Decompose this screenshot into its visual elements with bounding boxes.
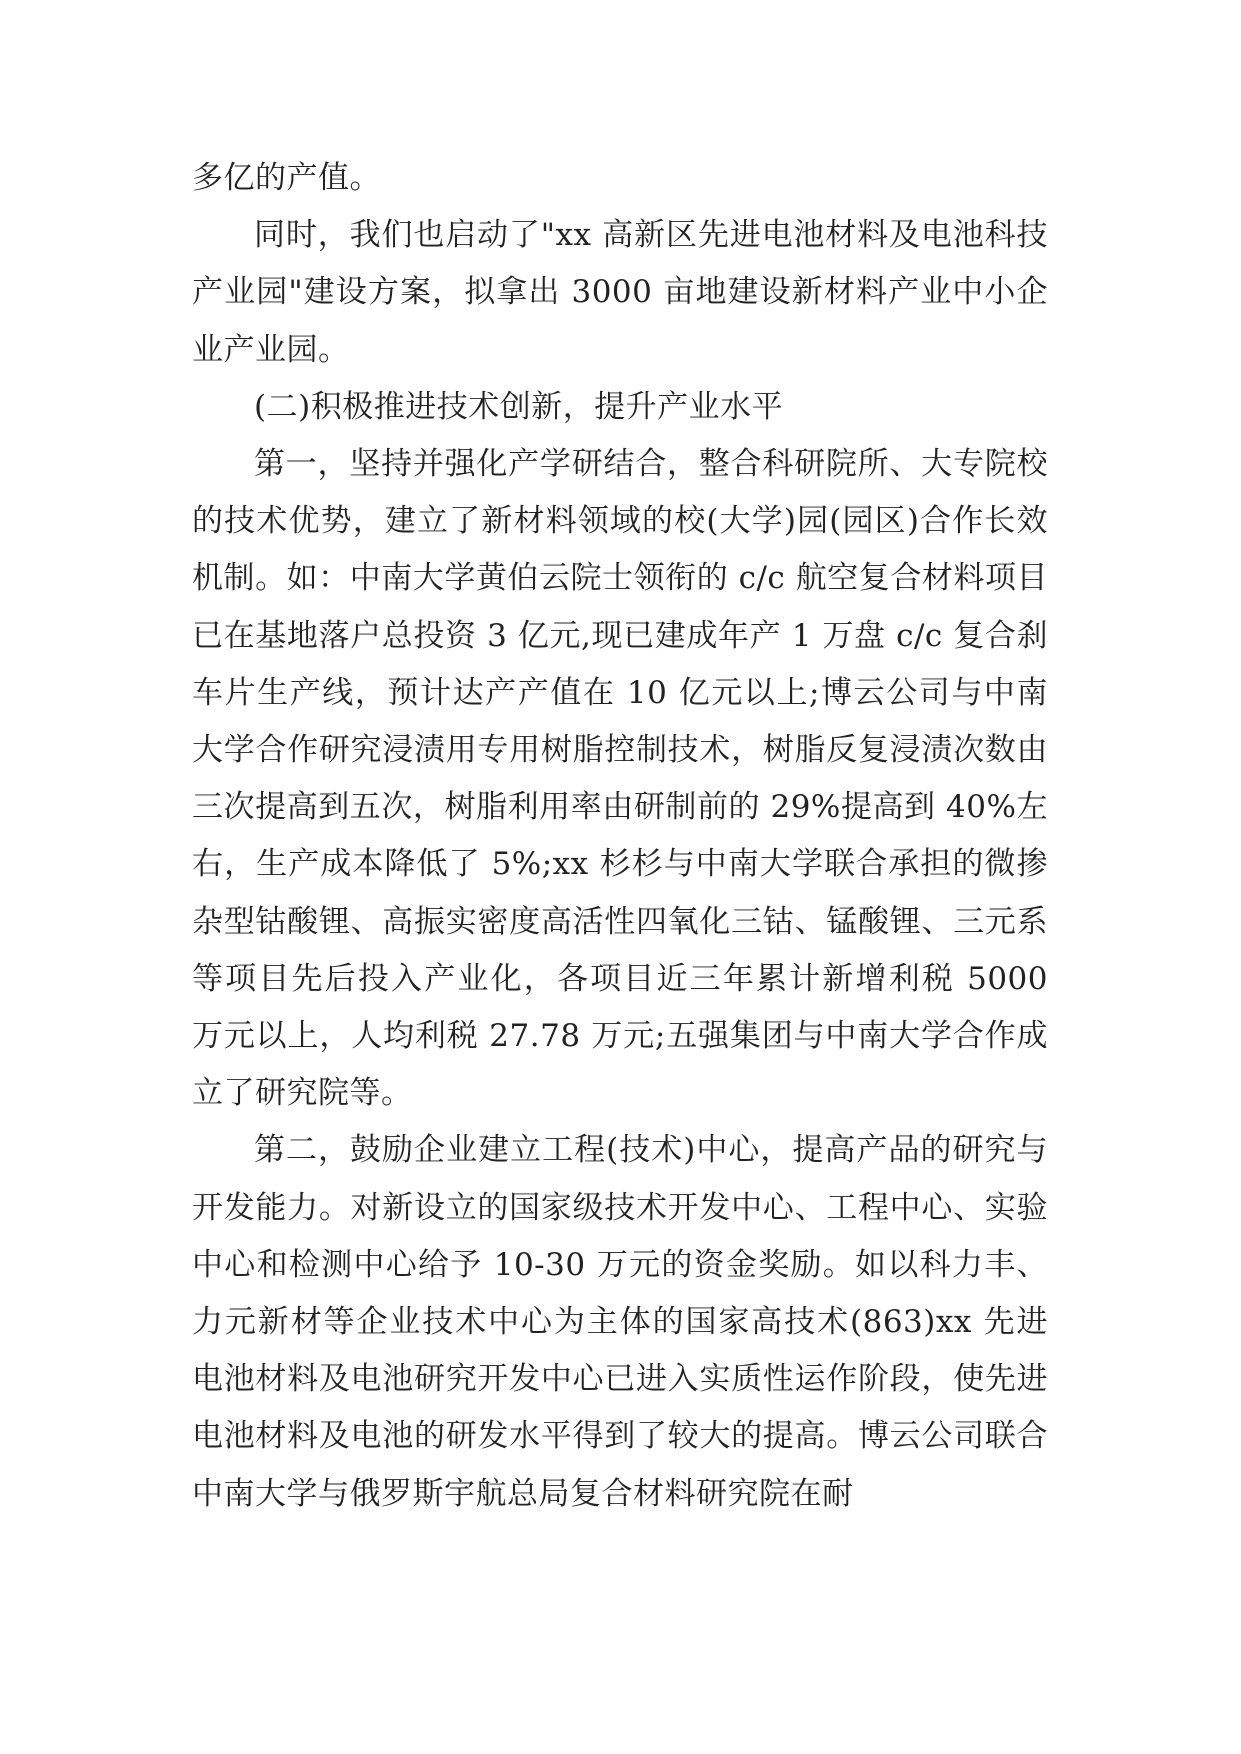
paragraph-second-point: 第二，鼓励企业建立工程(技术)中心，提高产品的研究与开发能力。对新设立的国家级技术开发中心、工程中心、实验中心和检测中心给予 10-30 万元的资金奖励。如以科力丰、力元新材等企业技术中心为主体的国家高技术(863)xx 先进电池材料及电池研究开发中心已进入实质性运作阶段，使先进电池材料及电池的研发水平得到了较大的提高。博云公司联合中南大学与俄罗斯宇航总局复合材料研究院在耐 (192, 1132, 1048, 1512)
paragraph-continuation: 多亿的产值。 (192, 160, 381, 196)
paragraph-first-point: 第一，坚持并强化产学研结合，整合科研院所、大专院校的技术优势，建立了新材料领域的校(大学)园(园区)合作长效机制。如：中南大学黄伯云院士领衔的 c/c 航空复合材料项目已在基地落户总投资 3 亿元,现已建成年产 1 万盘 c/c 复合刹车片生产线，预计达产产值在 10 亿元以上;博云公司与中南大学合作研究浸渍用专用树脂控制技术，树脂反复浸渍次数由三次提高到五次，树脂利用率由研制前的 29%提高到 40%左右，生产成本降低了 5%;xx 杉杉与中南大学联合承担的微掺杂型钴酸锂、高振实密度高活性四氧化三钴、锰酸锂、三元系等项目先后投入产业化，各项目近三年累计新增利税 5000 万元以上，人均利税 27.78 万元;五强集团与中南大学合作成立了研究院等。 (192, 446, 1048, 1112)
paragraph-industrial-park: 同时，我们也启动了"xx 高新区先进电池材料及电池科技产业园"建设方案，拟拿出 3000 亩地建设新材料产业中小企业产业园。 (192, 217, 1048, 368)
section-heading-tech-innovation: (二)积极推进技术创新，提升产业水平 (254, 388, 784, 425)
document-body (192, 150, 1048, 1523)
